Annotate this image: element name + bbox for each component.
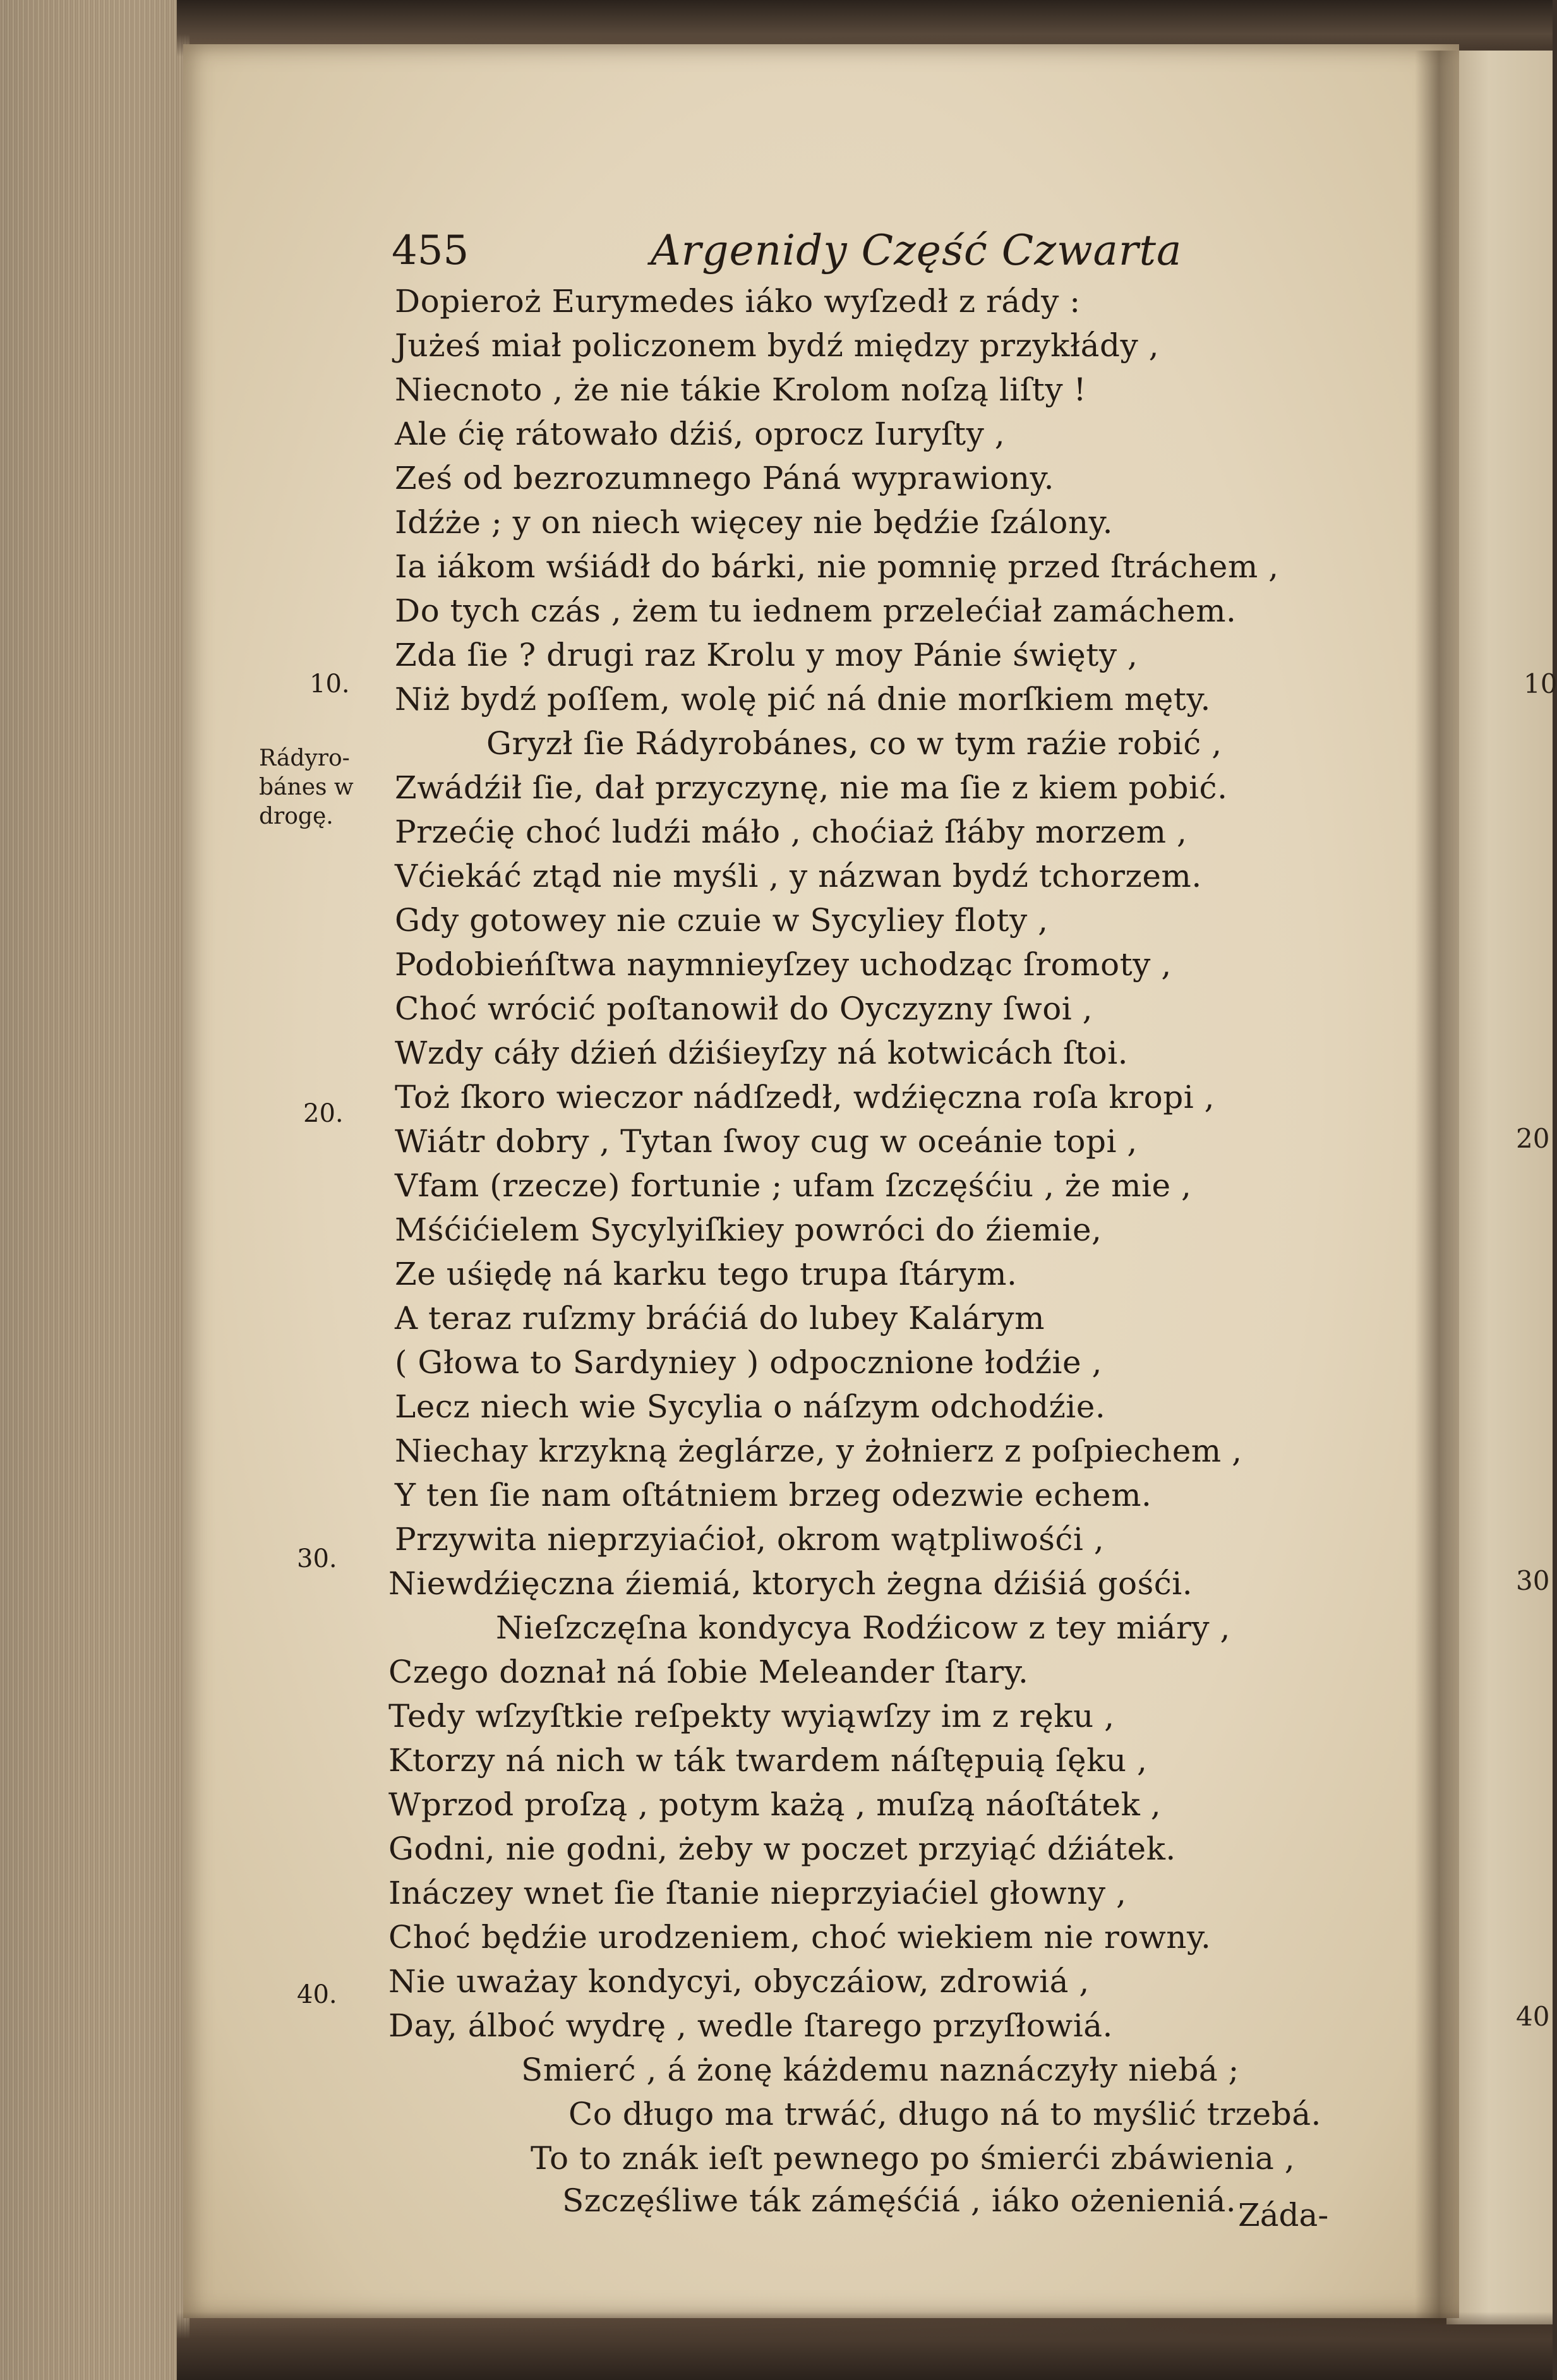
verse-line: A teraz ruſzmy bráćiá do lubey Kalárym [395,1300,1045,1337]
margin-note-line: drogę. [259,803,334,829]
gutter-shadow [1415,51,1459,2324]
verse-line: Godni, nie godni, żeby w poczet przyiąć dźiátek. [388,1830,1176,1867]
verse-line: Tedy wſzyſtkie reſpekty wyiąwſzy im z ręku , [388,1698,1115,1734]
verse-line: Podobieńſtwa naymnieyſzey uchodząc ſromoty , [395,946,1172,983]
verse-line: Nieſzczęſna kondycya Rodźicow z tey miáry , [496,1609,1230,1646]
verse-line: Choć będźie urodzeniem, choć wiekiem nie rowny. [388,1919,1211,1956]
verse-line: Zwádźił ſie, dał przyczynę, nie ma ſie z kiem pobić. [395,769,1228,806]
verse-line: Vfam (rzecze) fortunie ; ufam ſzczęśćiu , że mie , [395,1167,1192,1204]
verse-line: Do tych czás , żem tu iednem przelećiał zamáchem. [395,592,1237,629]
verse-line: Choć wrócić poſtanowił do Oyczyzny ſwoi , [395,990,1093,1027]
verse-line: Mśćićielem Sycylyiſkiey powróci do źiemie, [395,1211,1102,1248]
verse-line: Gdy gotowey nie czuie w Sycyliey floty , [395,902,1049,939]
verse-line: Idźże ; y on niech więcey nie będźie ſzálony. [395,504,1114,541]
line-number: 30. [297,1544,337,1573]
verse-line: Niecnoto , że nie tákie Krolom noſzą liſty ! [395,371,1087,408]
right-page-number: 20 [1516,1123,1550,1154]
verse-line: Niewdźięczna źiemiá, ktorych żegna dźiśiá gośći. [388,1565,1193,1602]
verse-line: Smierć , á żonę káżdemu naznáczyły niebá ; [521,2052,1239,2088]
margin-note-line: bánes w [259,774,354,800]
verse-line: Vćiekáć ztąd nie myśli , y názwan bydź tchorzem. [395,858,1202,894]
margin-note-line: Rádyro- [259,745,350,771]
verse-line: Przywita nieprzyiaćioł, okrom wątpliwośći , [395,1521,1105,1558]
page-number: 455 [392,227,469,274]
verse-line: Y ten ſie nam oſtátniem brzeg odezwie echem. [395,1477,1152,1513]
verse-line: Ześ od bezrozumnego Páná wyprawiony. [395,460,1055,496]
verse-line: Co długo ma trwáć, długo ná to myślić trzebá. [568,2096,1321,2132]
right-page-number: 40 [1516,2001,1550,2032]
right-page-number: 30 [1516,1565,1550,1596]
verse-line: Przećię choć ludźi máło , choćiaż ſłáby morzem , [395,814,1187,850]
verse-line: Nie uważay kondycyi, obyczáiow, zdrowiá , [388,1963,1090,2000]
verse-line: Day, álboć wydrę , wedle ſtarego przyſłowiá. [388,2007,1113,2044]
page-edge-stack [0,0,189,2380]
verse-line: Lecz niech wie Sycylia o náſzym odchodźie. [395,1388,1106,1425]
catchword: Záda- [1238,2197,1329,2233]
verse-line: Toż ſkoro wieczor nádſzedł, wdźięczna roſa kropi , [395,1079,1215,1115]
verse-line: Niż bydź poſſem, wolę pić ná dnie morſkiem męty. [395,681,1211,718]
verse-line: Czego doznał ná ſobie Meleander ſtary. [388,1654,1029,1690]
page-header [392,227,1276,284]
margin-note [259,744,354,831]
verse-line: Ze uśiędę ná karku tego trupa ſtárym. [395,1256,1018,1292]
line-number: 10. [310,670,350,699]
verse-line: Jużeś miał policzonem bydź między przykłády , [395,327,1160,364]
line-number: 20. [303,1099,344,1128]
right-page [1446,51,1553,2324]
verse-line: Ináczey wnet ſie ſtanie nieprzyiaćiel głowny , [388,1875,1127,1911]
line-number: 40. [297,1980,337,2009]
verse-line: Niechay krzykną żeglárze, y żołnierz z poſpiechem , [395,1433,1242,1469]
verse-line: To to znák ieſt pewnego po śmierći zbáwienia , [531,2140,1295,2177]
verse-line: Zda ſie ? drugi raz Krolu y moy Pánie święty , [395,637,1138,673]
verse-line: Wzdy cáły dźień dźiśieyſzy ná kotwicách ſtoi. [395,1035,1129,1071]
verse-line: Ale ćię rátowało dźiś, oprocz Iuryſty , [395,416,1006,452]
running-title: Argenidy Część Czwarta [651,226,1182,275]
verse-line: Szczęśliwe ták zámęśćiá , iáko ożenieniá. [562,2182,1237,2219]
verse-line: Wprzod proſzą , potym każą , muſzą náoſtátek , [388,1786,1162,1823]
verse-line: Wiátr dobry , Tytan ſwoy cug w oceánie topi , [395,1123,1138,1160]
verse-line: Gryzł ſie Rádyrobánes, co w tym raźie robić , [486,725,1222,762]
bottom-shadow [177,2312,1553,2380]
verse-line: ( Głowa to Sardyniey ) odpocznione łodźie , [395,1344,1102,1381]
verse-line: Dopieroż Eurymedes iáko wyſzedł z rády : [395,283,1081,320]
verse-line: Ia iákom wśiádł do bárki, nie pomnię przed ſtráchem , [395,548,1279,585]
verse-line: Ktorzy ná nich w ták twardem náſtępuią ſęku , [388,1742,1148,1779]
right-page-number: 10 [1524,668,1557,699]
